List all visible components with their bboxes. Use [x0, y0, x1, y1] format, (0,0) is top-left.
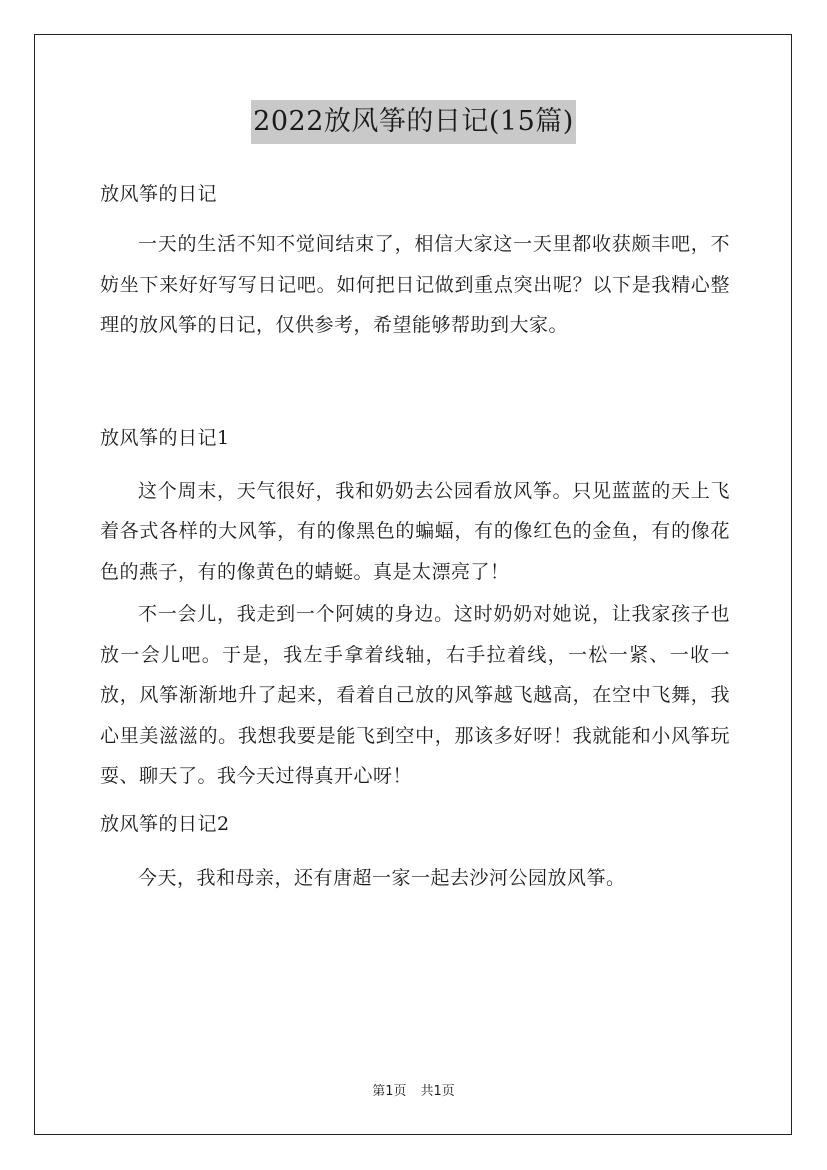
section-2-paragraph-1: 今天，我和母亲，还有唐超一家一起去沙河公园放风筝。 — [138, 866, 626, 889]
title-container — [0, 100, 827, 144]
document-title: 2022放风筝的日记(15篇) — [251, 100, 576, 144]
intro-paragraph: 一天的生活不知不觉间结束了，相信大家这一天里都收获颇丰吧，不妨坐下来好好写写日记吧。如何把日记做到重点突出呢？以下是我精心整理的放风筝的日记，仅供参考，希望能够帮助到大家。 — [100, 233, 730, 336]
section-1-paragraph-1: 这个周末，天气很好，我和奶奶去公园看放风筝。只见蓝蓝的天上飞着各式各样的大风筝，有的像黑色的蝙蝠，有的像红色的金鱼，有的像花色的燕子，有的像黄色的蜻蜓。真是太漂亮了！ — [100, 479, 730, 583]
page-total: 共1页 — [420, 1084, 455, 1099]
page-footer — [0, 1082, 827, 1102]
section-heading-1: 放风筝的日记1 — [100, 426, 230, 449]
document-body — [100, 173, 730, 898]
page-number: 第1页 — [372, 1084, 407, 1099]
section-1-paragraph-2: 不一会儿，我走到一个阿姨的身边。这时奶奶对她说，让我家孩子也放一会儿吧。于是，我左手拿着线轴，右手拉着线，一松一紧、一收一放，风筝渐渐地升了起来，看着自己放的风筝越飞越高，在空中飞舞，我心里美滋滋的。我想我要是能飞到空中，那该多好呀！我就能和小风筝玩耍、聊天了。我今天过得真开心呀！ — [100, 603, 730, 787]
section-heading-2: 放风筝的日记2 — [100, 812, 230, 835]
intro-heading: 放风筝的日记 — [100, 183, 218, 205]
